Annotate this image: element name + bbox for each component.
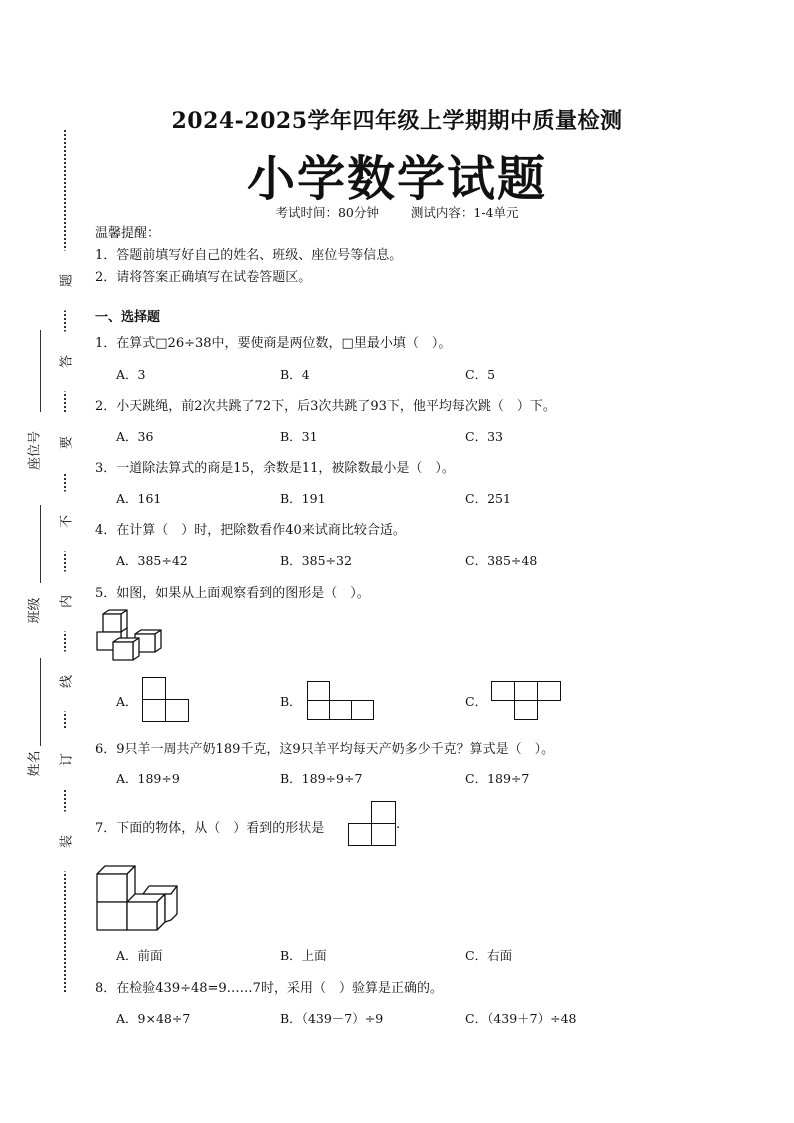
question-stem: 8．在检验439÷48=9……7时，采用（ ）验算是正确的。 bbox=[95, 981, 443, 996]
option-a: A．385÷42 bbox=[116, 553, 188, 568]
section-title: 一、选择题 bbox=[95, 310, 161, 325]
warning-char: 内 bbox=[56, 572, 75, 632]
seat-label: 座位号 bbox=[27, 431, 43, 471]
option-c: C．（439＋7）÷48 bbox=[465, 1011, 577, 1026]
option-c: C．189÷7 bbox=[465, 771, 530, 786]
seat-underline bbox=[40, 330, 41, 412]
option-a: A． bbox=[116, 694, 138, 709]
warning-char: 线 bbox=[56, 652, 75, 712]
option-b: B．31 bbox=[280, 429, 318, 444]
option-a: A．9×48÷7 bbox=[116, 1011, 191, 1026]
warning-char: 不 bbox=[56, 492, 75, 552]
cube-figure-q7 bbox=[95, 862, 179, 932]
question-stem: 4．在计算（ ）时，把除数看作40来试商比较合适。 bbox=[95, 523, 406, 538]
notes-heading: 温馨提醒： bbox=[95, 226, 161, 241]
question-stem: 6．9只羊一周共产奶189千克，这9只羊平均每天产奶多少千克？算式是（ ）。 bbox=[95, 742, 555, 757]
option-c: C．385÷48 bbox=[465, 553, 538, 568]
notes-item: 1．答题前填写好自己的姓名、班级、座位号等信息。 bbox=[95, 248, 403, 263]
class-label: 班级 bbox=[27, 597, 43, 624]
question-stem: 7．下面的物体，从（ ）看到的形状是 bbox=[95, 821, 325, 836]
option-b: B．4 bbox=[280, 367, 310, 382]
option-c: C．251 bbox=[465, 491, 511, 506]
warning-char: 要 bbox=[56, 413, 75, 473]
option-b: B．189÷9÷7 bbox=[280, 771, 363, 786]
option-b: B．（439－7）÷9 bbox=[280, 1011, 384, 1026]
warning-char: 装 bbox=[56, 812, 75, 872]
question-stem: 5．如图，如果从上面观察看到的图形是（ ）。 bbox=[95, 586, 370, 601]
warning-char: 答 bbox=[56, 332, 75, 392]
option-b: B．上面 bbox=[280, 948, 327, 963]
exam-content: 测试内容：1-4单元 bbox=[410, 205, 519, 220]
question-stem: 3．一道除法算式的商是15，余数是11，被除数最小是（ ）。 bbox=[95, 461, 455, 476]
option-b: B． bbox=[280, 694, 302, 709]
cube-figure-q5 bbox=[95, 608, 170, 664]
option-a: A．161 bbox=[116, 491, 162, 506]
option-a: A．3 bbox=[116, 367, 146, 382]
class-underline bbox=[40, 505, 41, 583]
option-a: A．36 bbox=[116, 429, 154, 444]
name-label: 姓名 bbox=[27, 750, 43, 777]
notes-item: 2．请将答案正确填写在试卷答题区。 bbox=[95, 270, 312, 285]
exam-time: 考试时间：80分钟 bbox=[275, 205, 379, 220]
option-b: B．385÷32 bbox=[280, 553, 352, 568]
option-c: C．33 bbox=[465, 429, 503, 444]
warning-char: 题 bbox=[56, 251, 75, 311]
option-b: B．191 bbox=[280, 491, 326, 506]
exam-info bbox=[0, 203, 794, 221]
option-c: C．右面 bbox=[465, 948, 513, 963]
exam-subject-title: 小学数学试题 bbox=[246, 151, 547, 207]
question-stem: 2．小天跳绳，前2次共跳了72下，后3次共跳了93下，他平均每次跳（ ）下。 bbox=[95, 399, 556, 414]
option-a: A．189÷9 bbox=[116, 771, 180, 786]
exam-title: 2024-2025学年四年级上学期期中质量检测 bbox=[171, 108, 623, 134]
option-a: A．前面 bbox=[116, 948, 163, 963]
question-stem: 1．在算式□26÷38中，要使商是两位数，□里最小填（ ）。 bbox=[95, 336, 452, 351]
option-c: C．5 bbox=[465, 367, 496, 382]
option-c: C． bbox=[465, 694, 488, 709]
warning-char: 订 bbox=[56, 730, 75, 790]
question-stem-end: . bbox=[396, 817, 401, 832]
